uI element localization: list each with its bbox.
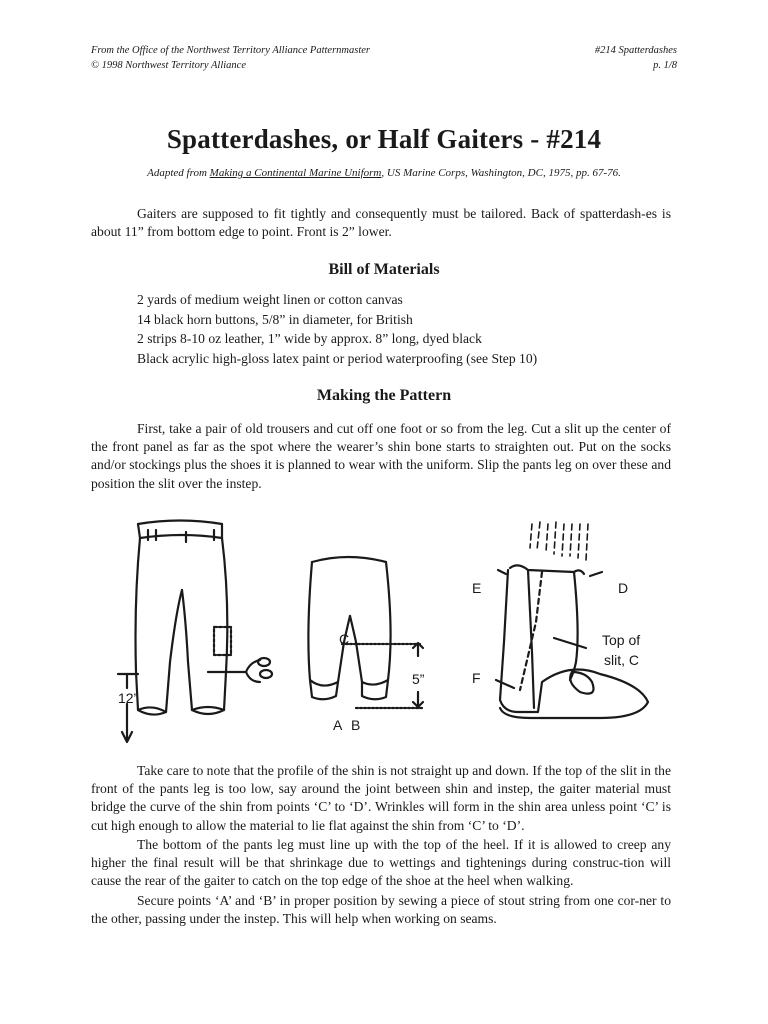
list-item: Black acrylic high-gloss latex paint or period waterproofing (see Step 10): [137, 350, 538, 366]
list-item: 2 yards of medium weight linen or cotton canvas: [137, 292, 403, 307]
list-item: 14 black horn buttons, 5/8” in diameter, for British: [137, 311, 413, 327]
bill-of-materials-heading: Bill of Materials: [328, 261, 440, 278]
label-point-a: A: [333, 717, 343, 733]
label-point-f: F: [472, 670, 481, 686]
trousers-drawing: [136, 521, 273, 715]
label-point-c-leg: C: [339, 631, 350, 647]
subtitle-prefix: Adapted from: [147, 167, 210, 179]
label-twelve-inches: 12”: [118, 690, 139, 706]
label-point-b: B: [351, 717, 361, 733]
page-title: Spatterdashes, or Half Gaiters - #214: [166, 124, 602, 154]
heel-paragraph: The bottom of the pants leg must line up with the top of the heel. If it is allowed to creep any higher the final result will be that shrinkage due to wettings and tightenings during construc-tion will cause the rear of the gaiter to catch on the top edge of the shoe at the heel when walking.: [91, 837, 671, 889]
leg-piece-drawing: [308, 557, 423, 708]
making-pattern-heading: Making the Pattern: [316, 387, 452, 404]
header-page-number: p. 1/8: [653, 60, 677, 71]
label-point-d: D: [618, 580, 629, 596]
label-top-of: Top of: [602, 632, 641, 648]
header-pattern-number: #214 Spatterdashes: [594, 45, 677, 56]
subtitle-source: [0, 167, 768, 179]
string-paragraph: Secure points ‘A’ and ‘B’ in proper position by sewing a piece of stout string from one cor-ner to the other, passing under the instep. This will help when working on seams.: [91, 893, 671, 927]
header-right: [595, 43, 677, 73]
pattern-paragraph: First, take a pair of old trousers and cut off one foot or so from the leg. Cut a slit up the center of the front panel as far as the spot where the wearer’s shin bone starts to straighten out. Put on the socks and/or stockings plus the shoes it is planned to wear with the uniform. Slip the pants leg on over these and position the slit over the instep.: [91, 421, 671, 491]
list-item: 2 strips 8-10 oz leather, 1” wide by approx. 8” long, dyed black: [137, 331, 482, 346]
header-left: [91, 43, 370, 73]
bill-of-materials-list: [137, 290, 537, 368]
label-point-e: E: [472, 580, 482, 596]
profile-paragraph: Take care to note that the profile of the shin is not straight up and down. If the top of the slit in the front of the pants leg is too low, say around the joint between shin and instep, the gaiter material must bridge the curve of the shin from points ‘C’ to ‘D’. Wrinkles will form in the shin area unless point ‘C’ is cut high enough to allow the material to lie flat against the shin from ‘C’ to ‘D’.: [91, 763, 671, 833]
label-slit-c: slit, C: [604, 652, 639, 668]
intro-paragraph: Gaiters are supposed to fit tightly and consequently must be tailored. Back of spatterdash-es is about 11” from bottom edge to point. Front is 2” lower.: [91, 206, 671, 240]
pattern-illustration: [100, 512, 680, 752]
subtitle-book-title: Making a Continental Marine Uniform: [209, 167, 382, 179]
header-copyright-line: © 1998 Northwest Territory Alliance: [91, 60, 246, 71]
label-five-inches: 5”: [412, 671, 425, 687]
leg-on-shoe-drawing: [496, 522, 648, 718]
header-office-line: From the Office of the Northwest Territory Alliance Patternmaster: [91, 45, 371, 56]
subtitle-suffix: , US Marine Corps, Washington, DC, 1975, pp. 67-76.: [381, 167, 621, 179]
twelve-inch-dimension: [118, 674, 138, 742]
